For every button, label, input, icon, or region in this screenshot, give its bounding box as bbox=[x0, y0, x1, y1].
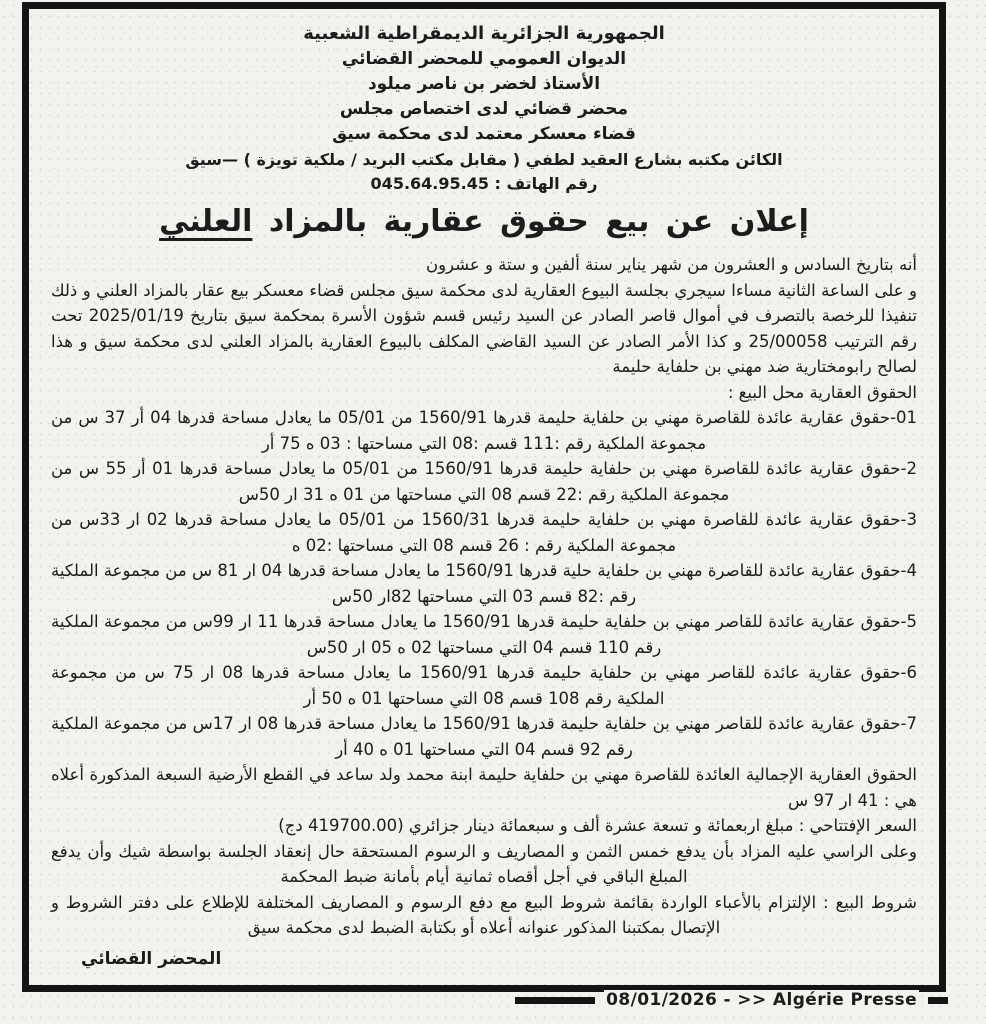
announcement-title-underlined: العلني bbox=[159, 204, 253, 239]
property-item-1: 01-حقوق عقارية عائدة للقاصرة مهني بن حلفاية حليمة قدرها 1560/91 من 05/01 ما يعادل مساحة قدرها 04 أر 37 س من مجموعة الملكية رقم :111 قسم :08 التي مساحتها : 03 ه 75 أر bbox=[51, 408, 918, 453]
footer-rule-left bbox=[515, 997, 595, 1004]
auction-details-paragraph: و على الساعة الثانية مساءا سيجري بجلسة البيوع العقارية لدى محكمة سيق مجلس قضاء معسكر بيع عقار بالمزاد العلني و ذلك تنفيذا للرخصة بالتصرف في أموال قاصر الصادر عن السيد رئيس قسم شؤون الأسرة بمحكمة سيق بتاريخ 2025/01/19 تحت رقم الترتيب 25/00058 و كذا الأمر الصادر عن السيد القاضي المكلف بالبيوع العقارية بالمزاد العلني لدى محكمة سيق و هذا لصالح رابومختارية ضد مهني بن حلفاية حليمة bbox=[51, 280, 917, 376]
property-item-4: 4-حقوق عقارية عائدة للقاصرة مهني بن حلفاية حلية قدرها 1560/91 ما يعادل مساحة قدرها 04 ار 81 س من مجموعة الملكية رقم :82 قسم 03 التي مساحتها 82ار 50س bbox=[51, 561, 917, 606]
announcement-title bbox=[51, 202, 917, 242]
office-line: الديوان العمومي للمحضر القضائي bbox=[341, 49, 627, 69]
opening-price-line: السعر الإفتتاحي : مبلغ اربعمائة و تسعة عشرة ألف و سبعمائة دينار جزائري (419700.00 دج) bbox=[278, 816, 917, 835]
payment-terms-paragraph: وعلى الراسي عليه المزاد بأن يدفع خمس الثمن و المصاريف و الرسوم المستحقة حال إنعقاد الجلسة بواسطة شيك وأن يدفع المبلغ الباقي في أجل أقصاه ثمانية أيام بأمانة ضبط المحكمة bbox=[51, 841, 917, 886]
press-footer bbox=[515, 990, 948, 1010]
bailiff-name-line: الأستاذ لخضر بن ناصر ميلود bbox=[367, 74, 601, 94]
phone-line: رقم الهاتف : 045.64.95.45 bbox=[370, 174, 598, 193]
office-address-line: الكائن مكتبه بشارع العقيد لطفي ( مقابل مكتب البريد / ملكية تويزة ) —سيق bbox=[185, 150, 783, 169]
property-item-6: 6-حقوق عقارية عائدة للقاصر مهني بن حلفاية حليمة قدرها 1560/91 ما يعادل مساحة قدرها 08 ار 75 س من مجموعة الملكية رقم 108 قسم 08 التي مساحتها 01 ه 50 أر bbox=[51, 663, 918, 708]
property-item-2: 2-حقوق عقارية عائدة للقاصرة مهني بن حلفاية حليمة قدرها 1560/91 من 05/01 ما يعادل مساحة قدرها 01 أر 55 س من مجموعة الملكية رقم :22 قسم 08 التي مساحتها من 01 ه 31 ار 50س bbox=[51, 459, 918, 504]
intro-date-line: أنه بتاريخ السادس و العشرون من شهر يناير سنة ألفين و ستة و عشرون bbox=[425, 255, 917, 274]
press-dateline: 08/01/2026 - >> Algérie Presse bbox=[606, 990, 917, 1010]
republic-line: الجمهورية الجزائرية الديمقراطية الشعبية bbox=[303, 23, 665, 44]
court-line: قضاء معسكر معتمد لدى محكمة سيق bbox=[332, 124, 636, 144]
announcement-body bbox=[51, 252, 917, 941]
rights-list-heading: الحقوق العقارية محل البيع : bbox=[727, 382, 917, 402]
document-border-frame bbox=[22, 2, 946, 992]
property-item-7: 7-حقوق عقارية عائدة للقاصر مهني بن حلفاية حليمة قدرها 1560/91 ما يعادل مساحة قدرها 08 ار 17س من مجموعة الملكية رقم 92 قسم 04 التي مساحتها 01 ه 40 أر bbox=[51, 714, 917, 759]
total-area-paragraph: الحقوق العقارية الإجمالية العائدة للقاصرة مهني بن حلفاية حليمة ابنة محمد ولد ساعد في القطع الأرضية السبعة المذكورة أعلاه هي : 41 ار 97 س bbox=[51, 765, 917, 810]
footer-rule-right bbox=[928, 997, 948, 1004]
bailiff-title-line: محضر قضائي لدى اختصاص مجلس bbox=[339, 99, 629, 119]
property-item-5: 5-حقوق عقارية عائدة للقاصر مهني بن حلفاية حليمة قدرها 1560/91 ما يعادل مساحة قدرها 11 ار 99س من مجموعة الملكية رقم 110 قسم 04 التي مساحتها 02 ه 05 ار 50س bbox=[51, 612, 917, 657]
property-item-3: 3-حقوق عقارية عائدة للقاصرة مهني بن حلفاية حليمة قدرها 1560/31 من 05/01 ما يعادل مساحة قدرها 02 ار 33س من مجموعة الملكية رقم : 26 قسم 08 التي مساحتها :02 ه bbox=[51, 510, 918, 555]
sale-conditions-paragraph: شروط البيع : الإلتزام بالأعباء الواردة بقائمة شروط البيع مع دفع الرسوم و المصاريف المختلفة للإطلاع على دفتر الشروط و الإتصال بمكتبنا المذكور عنوانه أعلاه أو بكتابة الضبط لدى محكمة سيق bbox=[51, 892, 917, 937]
announcement-title-main: إعلان عن بيع حقوق عقارية بالمزاد bbox=[268, 204, 809, 239]
bailiff-signature: المحضر القضائي bbox=[81, 948, 222, 969]
document-header bbox=[51, 21, 917, 196]
